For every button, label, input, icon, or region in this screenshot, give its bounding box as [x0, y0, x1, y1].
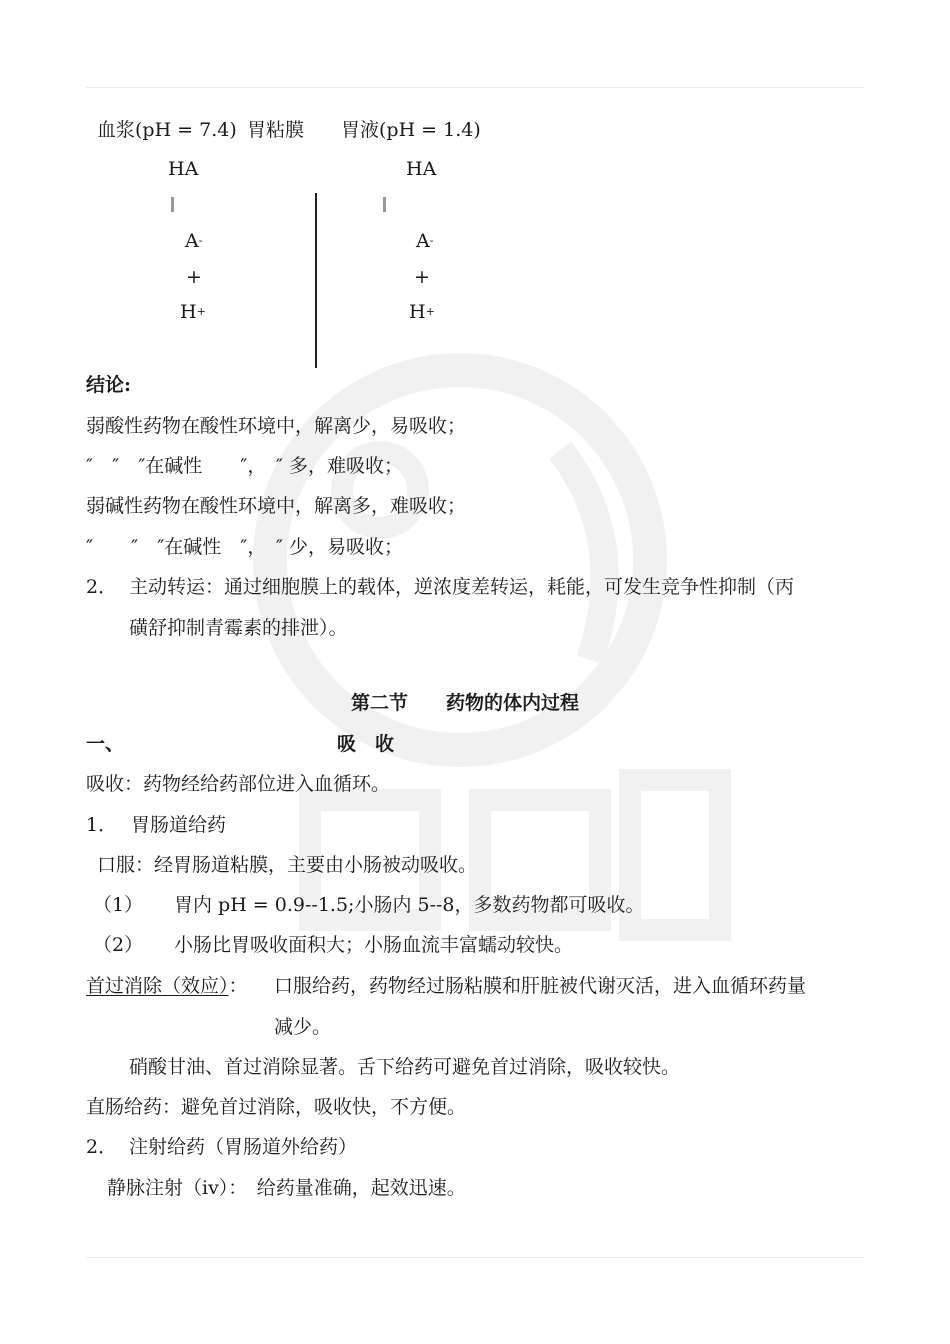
left-a-symbol: A [185, 230, 199, 252]
first-pass-line-1: 口服给药，药物经过肠粘膜和肝脏被代谢灭活，进入血循环药量 [274, 975, 807, 997]
rectal-text: 直肠给药：避免首过消除，吸收快，不方便。 [86, 1096, 467, 1118]
left-equilibrium-bar [171, 197, 174, 212]
absorption-definition: 吸收：药物经给药部位进入血循环。 [86, 773, 391, 795]
item-2-number: （2） [93, 934, 144, 956]
right-h-charge: + [425, 305, 435, 318]
gi-title: 胃肠道给药 [131, 814, 227, 836]
oral-text: 口服：经胃肠道粘膜，主要由小肠被动吸收。 [97, 854, 478, 876]
injection-number: 2． [86, 1136, 118, 1158]
right-h-symbol: H [409, 301, 426, 323]
left-plus: + [186, 266, 202, 288]
right-anion [416, 229, 433, 253]
left-ha: HA [168, 158, 199, 180]
absorption-number: 一、 [86, 733, 125, 755]
first-pass-colon: ： [228, 975, 248, 997]
active-transport-line-2: 磺舒抑制青霉素的排泄）。 [129, 617, 348, 639]
top-rule [86, 87, 864, 88]
left-a-charge: - [198, 234, 203, 247]
left-anion [185, 229, 202, 253]
membrane-line [315, 193, 317, 368]
left-h-symbol: H [180, 301, 197, 323]
conclusion-line-1: 弱酸性药物在酸性环境中，解离少，易吸收； [86, 415, 467, 437]
item-2-text: 小肠比胃吸收面积大；小肠血流丰富蠕动较快。 [174, 934, 574, 956]
active-transport-line-1: 主动转运：通过细胞膜上的载体，逆浓度差转运，耗能，可发生竞争性抑制（丙 [129, 576, 795, 598]
gi-number: 1． [86, 814, 118, 836]
conclusion-line-3: 弱碱性药物在酸性环境中，解离多，难吸收； [86, 495, 467, 517]
conclusion-line-4: ″ ″ ″在碱性 ″， ″ 少，易吸收； [86, 536, 404, 558]
bottom-rule [86, 1257, 864, 1258]
conclusion-line-2: ″ ″ ″在碱性 ″， ″ 多，难吸收； [86, 455, 404, 477]
item-1-number: （1） [93, 894, 144, 916]
header-mucosa: 胃粘膜 [247, 119, 305, 141]
right-a-symbol: A [416, 230, 430, 252]
left-h-charge: + [196, 305, 206, 318]
first-pass-heading [86, 974, 248, 998]
right-ha: HA [406, 158, 437, 180]
header-plasma: 血浆(pH = 7.4) [97, 119, 237, 141]
left-proton [180, 300, 206, 324]
section-title: 第二节 药物的体内过程 [351, 692, 580, 714]
right-plus: + [414, 266, 430, 288]
item-1-text: 胃内 pH = 0.9--1.5;小肠内 5--8，多数药物都可吸收。 [174, 894, 645, 916]
right-equilibrium-bar [383, 197, 386, 212]
iv-text: 静脉注射（iv）： 给药量准确，起效迅速。 [107, 1177, 466, 1199]
first-pass-line-2: 减少。 [274, 1016, 332, 1038]
right-a-charge: - [429, 234, 434, 247]
active-transport-number: 2． [86, 576, 118, 598]
right-proton [409, 300, 435, 324]
first-pass-term: 首过消除（效应） [86, 975, 229, 997]
header-gastric: 胃液(pH = 1.4) [341, 119, 481, 141]
injection-title: 注射给药（胃肠道外给药） [129, 1136, 358, 1158]
conclusion-title: 结论: [86, 374, 132, 396]
nitroglycerin-note: 硝酸甘油、首过消除显著。舌下给药可避免首过消除，吸收较快。 [129, 1056, 681, 1078]
absorption-title: 吸 收 [337, 733, 395, 755]
